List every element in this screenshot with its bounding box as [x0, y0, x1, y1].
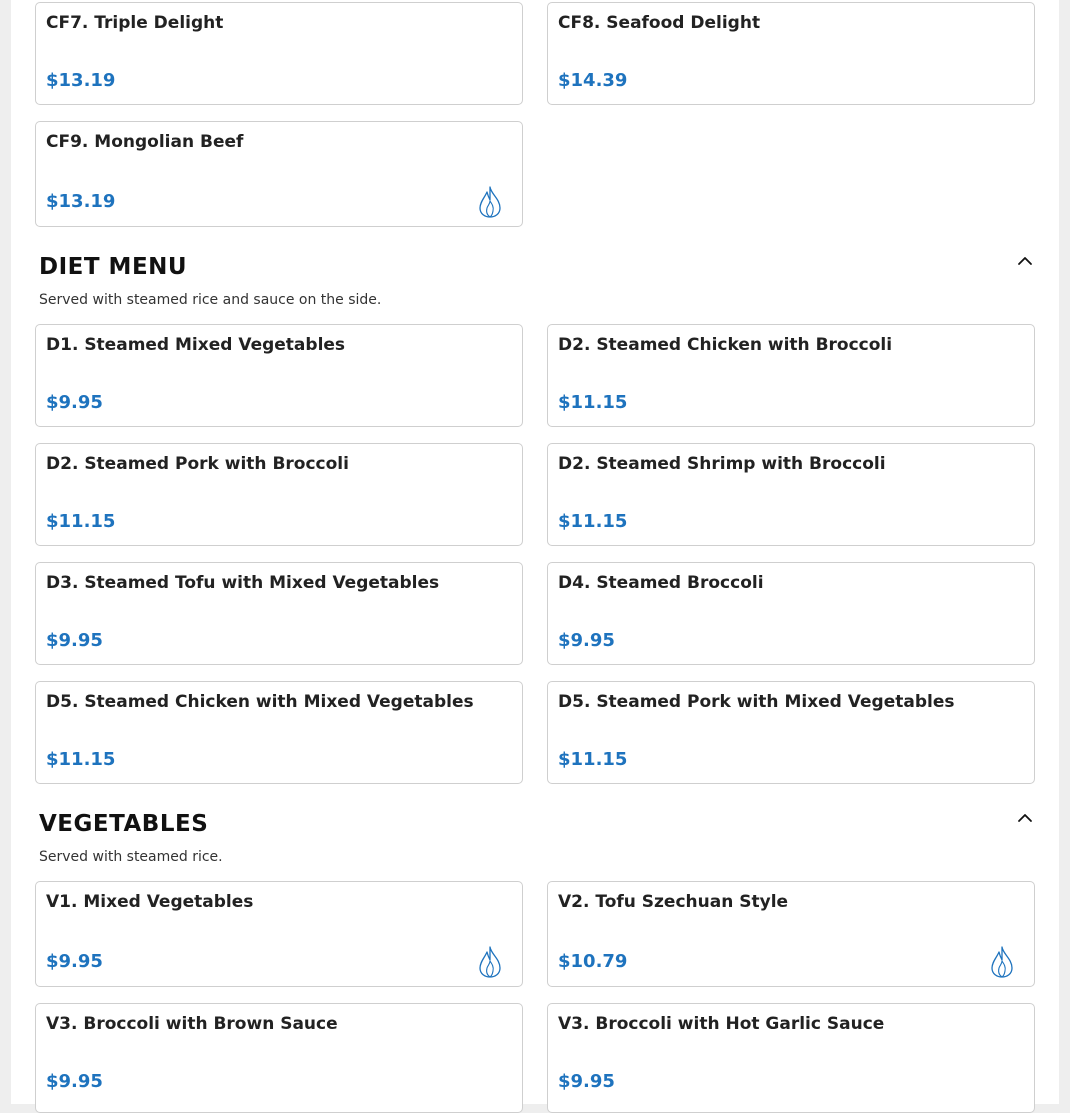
section-description: Served with steamed rice and sauce on the side. — [39, 292, 382, 308]
menu-item-name: D2. Steamed Pork with Broccoli — [46, 454, 349, 474]
section-title: DIET MENU — [39, 254, 188, 280]
menu-page — [11, 0, 1059, 1104]
menu-item-price: $9.95 — [46, 392, 103, 413]
menu-item-price: $11.15 — [558, 749, 628, 770]
menu-item-card[interactable] — [35, 1003, 523, 1113]
menu-item-card[interactable] — [35, 324, 523, 427]
menu-item-price: $11.15 — [558, 511, 628, 532]
menu-item-card[interactable] — [547, 881, 1035, 987]
menu-item-price: $11.15 — [46, 749, 116, 770]
menu-item-price: $9.95 — [558, 1071, 615, 1092]
flame-icon — [478, 946, 502, 978]
menu-item-card[interactable] — [547, 562, 1035, 665]
menu-item-card[interactable] — [547, 681, 1035, 784]
menu-item-card[interactable] — [547, 324, 1035, 427]
menu-item-card[interactable] — [547, 443, 1035, 546]
menu-item-name: D4. Steamed Broccoli — [558, 573, 764, 593]
menu-item-price: $13.19 — [46, 70, 116, 91]
menu-item-card[interactable] — [35, 121, 523, 227]
chevron-up-icon[interactable] — [1015, 251, 1035, 271]
menu-item-price: $11.15 — [558, 392, 628, 413]
menu-item-card[interactable] — [35, 562, 523, 665]
menu-item-price: $11.15 — [46, 511, 116, 532]
menu-item-price: $10.79 — [558, 951, 628, 972]
section-title: VEGETABLES — [39, 811, 209, 837]
flame-icon — [478, 186, 502, 218]
menu-item-name: V3. Broccoli with Hot Garlic Sauce — [558, 1014, 885, 1034]
menu-item-name: D2. Steamed Chicken with Broccoli — [558, 335, 893, 355]
menu-item-card[interactable] — [547, 1003, 1035, 1113]
flame-icon — [990, 946, 1014, 978]
menu-item-name: CF7. Triple Delight — [46, 13, 224, 33]
menu-item-card[interactable] — [35, 681, 523, 784]
menu-item-name: D5. Steamed Pork with Mixed Vegetables — [558, 692, 955, 712]
menu-item-name: V1. Mixed Vegetables — [46, 892, 254, 912]
menu-item-card[interactable] — [547, 2, 1035, 105]
menu-item-name: V2. Tofu Szechuan Style — [558, 892, 789, 912]
menu-item-name: D5. Steamed Chicken with Mixed Vegetables — [46, 692, 474, 712]
menu-item-name: D3. Steamed Tofu with Mixed Vegetables — [46, 573, 440, 593]
menu-item-name: CF8. Seafood Delight — [558, 13, 761, 33]
menu-item-name: CF9. Mongolian Beef — [46, 132, 244, 152]
menu-item-price: $9.95 — [46, 630, 103, 651]
menu-item-card[interactable] — [35, 443, 523, 546]
menu-item-card[interactable] — [35, 2, 523, 105]
menu-item-price: $14.39 — [558, 70, 628, 91]
menu-item-price: $9.95 — [558, 630, 615, 651]
menu-item-card[interactable] — [35, 881, 523, 987]
menu-item-price: $9.95 — [46, 1071, 103, 1092]
menu-item-name: D2. Steamed Shrimp with Broccoli — [558, 454, 886, 474]
chevron-up-icon[interactable] — [1015, 808, 1035, 828]
menu-item-name: V3. Broccoli with Brown Sauce — [46, 1014, 338, 1034]
menu-item-price: $13.19 — [46, 191, 116, 212]
section-description: Served with steamed rice. — [39, 849, 223, 865]
menu-item-price: $9.95 — [46, 951, 103, 972]
menu-item-name: D1. Steamed Mixed Vegetables — [46, 335, 346, 355]
